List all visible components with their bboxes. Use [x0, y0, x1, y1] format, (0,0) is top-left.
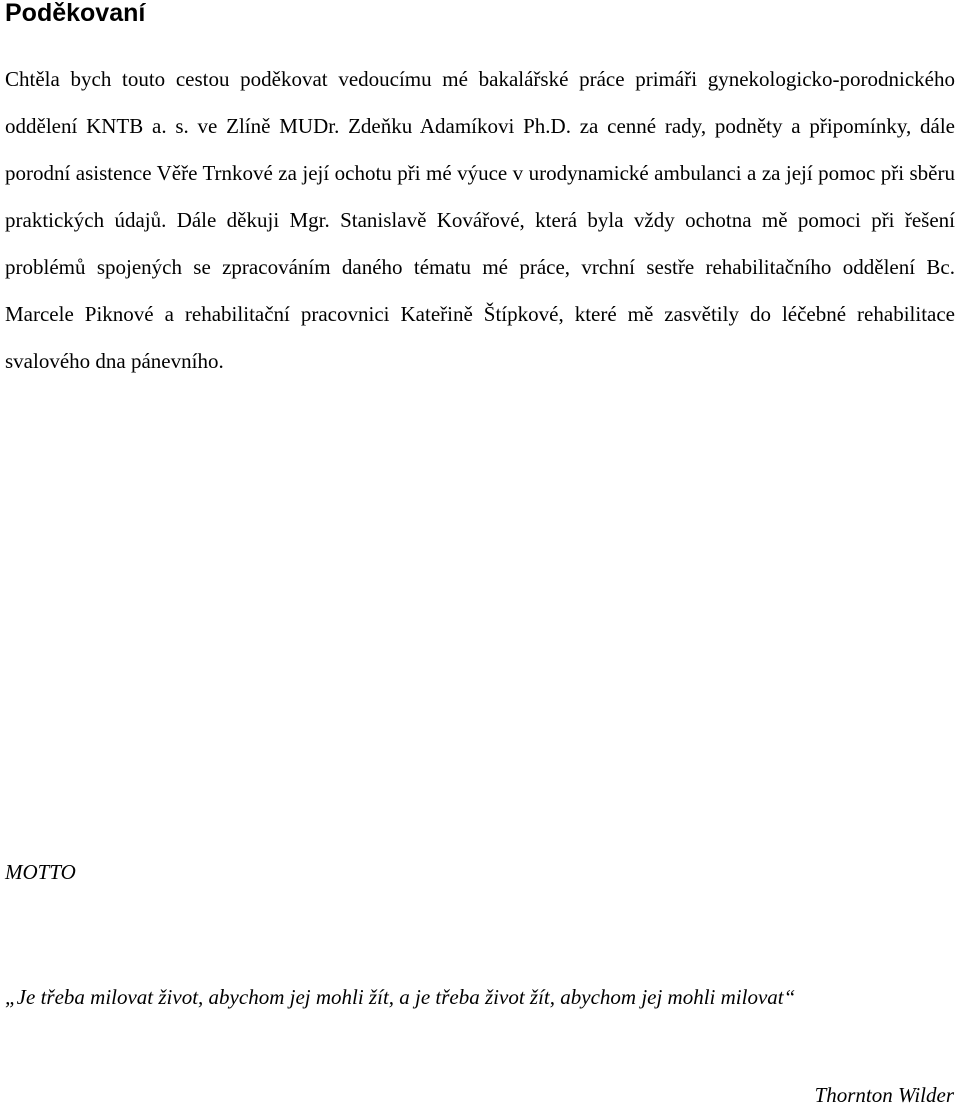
motto-label: MOTTO [5, 860, 76, 884]
acknowledgements-paragraph: Chtěla bych touto cestou poděkovat vedoucímu mé bakalářské práce primáři gynekologicko-porodnického oddělení KNTB a. s. ve Zlíně MUDr. Zdeňku Adamíkovi Ph.D. za cenné rady, podněty a připomínky, dále porodní asistence Věře Trnkové za její ochotu při mé výuce v urodynamické ambulanci a za její pomoc při sběru praktických údajů. Dále děkuji Mgr. Stanislavě Kovářové, která byla vždy ochotna mě pomoci při řešení problémů spojených se zpracováním daného tématu mé práce, vrchní sestře rehabilitačního oddělení Bc. Marcele Piknové a rehabilitační pracovnici Kateřině Štípkové, které mě zasvětily do léčebné rehabilitace svalového dna pánevního. [5, 67, 955, 373]
motto-quote: „Je třeba milovat život, abychom jej mohli žít, a je třeba život žít, abychom jej mohli milovat“ [5, 985, 796, 1009]
quote-author: Thornton Wilder [814, 1083, 954, 1107]
acknowledgements-heading: Poděkovaní [5, 0, 146, 27]
